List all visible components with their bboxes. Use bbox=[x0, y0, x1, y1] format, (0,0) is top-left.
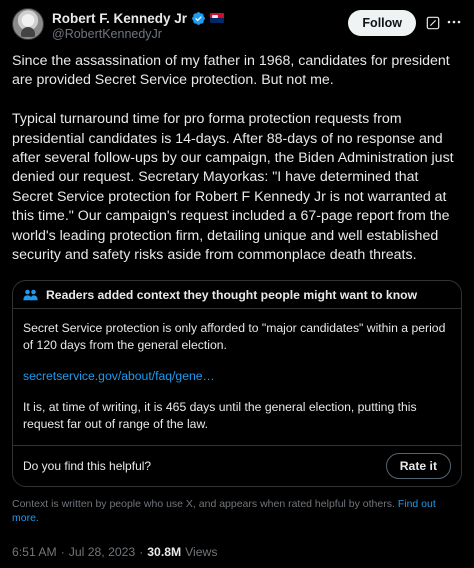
tweet-paragraph: Typical turnaround time for pro forma protection requests from presidential candidates is 14-days. After 88-days of no response and after several follow-ups by our campaign, the Biden Administration just denied our request. Secretary Mayorkas: "I have determined that Secret Service protection for Robert F Kennedy Jr is not warranted at this time." Our campaign's request included a 67-page report from the world's leading protection firm, detailing unique and well established security and safety risks aside from commonplace death threats. bbox=[12, 111, 454, 264]
context-footer-text: Context is written by people who use X, and appears when rated helpful by others. bbox=[12, 498, 395, 510]
meta-separator: · bbox=[60, 545, 65, 559]
find-out-more-link[interactable]: Find out more. bbox=[12, 498, 436, 524]
verified-badge-icon[interactable] bbox=[191, 11, 206, 26]
rate-it-button[interactable]: Rate it bbox=[386, 453, 451, 479]
tweet-date[interactable]: Jul 28, 2023 bbox=[68, 545, 136, 559]
flag-icon bbox=[210, 13, 224, 23]
tweet-header bbox=[12, 8, 462, 48]
views-label: Views bbox=[185, 545, 218, 559]
community-note-paragraph: Secret Service protection is only afforded to "major candidates" within a period of 120 days from the general election. bbox=[23, 321, 446, 352]
views-count[interactable]: 30.8M bbox=[147, 545, 182, 559]
display-name[interactable]: Robert F. Kennedy Jr bbox=[52, 10, 188, 26]
tweet-time[interactable]: 6:51 AM bbox=[12, 545, 57, 559]
community-note-link[interactable]: secretservice.gov/about/faq/gene… bbox=[23, 369, 215, 383]
context-footer bbox=[12, 497, 462, 525]
divider bbox=[13, 445, 461, 446]
handle[interactable]: @RobertKennedyJr bbox=[52, 27, 162, 41]
community-note-title: Readers added context they thought people might want to know bbox=[46, 287, 418, 302]
community-note-paragraph: It is, at time of writing, it is 465 days until the general election, putting this request far out of range of the law. bbox=[23, 400, 417, 431]
tweet-meta bbox=[12, 545, 217, 559]
avatar[interactable] bbox=[12, 8, 44, 40]
edit-icon[interactable] bbox=[426, 16, 440, 30]
meta-separator: · bbox=[139, 545, 144, 559]
follow-button[interactable]: Follow bbox=[348, 10, 416, 36]
helpful-question: Do you find this helpful? bbox=[23, 459, 152, 473]
community-note-body bbox=[23, 320, 451, 433]
more-icon[interactable] bbox=[446, 14, 462, 30]
community-note-header bbox=[13, 281, 461, 309]
tweet-paragraph: Since the assassination of my father in 1968, candidates for president are provided Secret Service protection. But not me. bbox=[12, 53, 450, 89]
people-icon bbox=[23, 288, 38, 302]
community-note bbox=[12, 280, 462, 487]
tweet-text bbox=[12, 52, 462, 285]
name-row bbox=[52, 9, 224, 27]
